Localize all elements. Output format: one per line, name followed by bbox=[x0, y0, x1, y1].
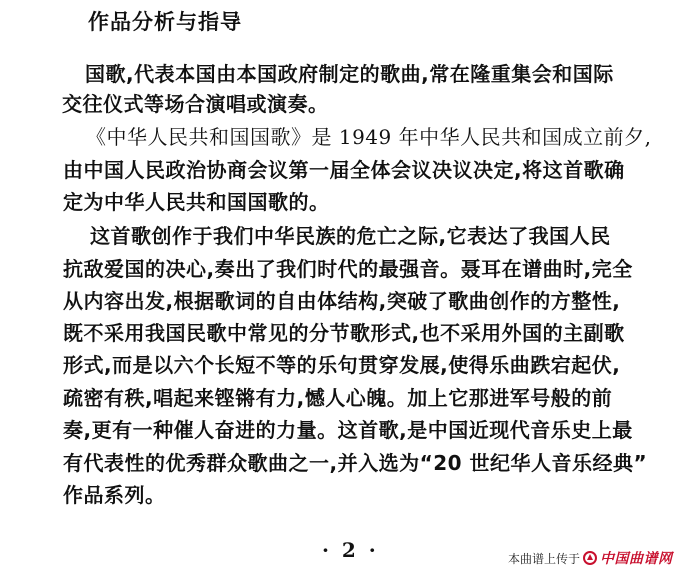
body-line: 疏密有秩,唱起来铿锵有力,憾人心魄。加上它那进军号般的前 bbox=[63, 386, 613, 410]
body-line: 从内容出发,根据歌词的自由体结构,突破了歌曲创作的方整性, bbox=[63, 289, 621, 313]
body-line: 有代表性的优秀群众歌曲之一,并入选为“20 世纪华人音乐经典” bbox=[63, 451, 648, 475]
body-line: 国歌,代表本国由本国政府制定的歌曲,常在隆重集会和国际 bbox=[85, 62, 614, 86]
body-line: 交往仪式等场合演唱或演奏。 bbox=[62, 92, 329, 116]
watermark bbox=[508, 548, 673, 568]
watermark-prefix: 本曲谱上传于 bbox=[508, 551, 581, 566]
body-line: 定为中华人民共和国国歌的。 bbox=[63, 190, 330, 214]
site-logo-icon bbox=[583, 551, 597, 565]
page-number: · 2 · bbox=[322, 538, 379, 562]
body-line: 抗敌爱国的决心,奏出了我们时代的最强音。聂耳在谱曲时,完全 bbox=[63, 257, 633, 281]
body-line: 作品系列。 bbox=[63, 483, 166, 507]
section-heading: 作品分析与指导 bbox=[88, 10, 242, 34]
body-line: 奏,更有一种催人奋进的力量。这首歌,是中国近现代音乐史上最 bbox=[63, 418, 633, 442]
body-line: 《中华人民共和国国歌》是 1949 年中华人民共和国成立前夕, bbox=[86, 125, 652, 149]
body-line: 既不采用我国民歌中常见的分节歌形式,也不采用外国的主副歌 bbox=[63, 321, 625, 345]
body-line: 形式,而是以六个长短不等的乐句贯穿发展,使得乐曲跌宕起伏, bbox=[63, 353, 621, 377]
body-line: 这首歌创作于我们中华民族的危亡之际,它表达了我国人民 bbox=[90, 224, 611, 248]
body-line: 由中国人民政治协商会议第一届全体会议决议决定,将这首歌确 bbox=[63, 158, 625, 182]
watermark-site-name: 中国曲谱网 bbox=[600, 551, 673, 567]
